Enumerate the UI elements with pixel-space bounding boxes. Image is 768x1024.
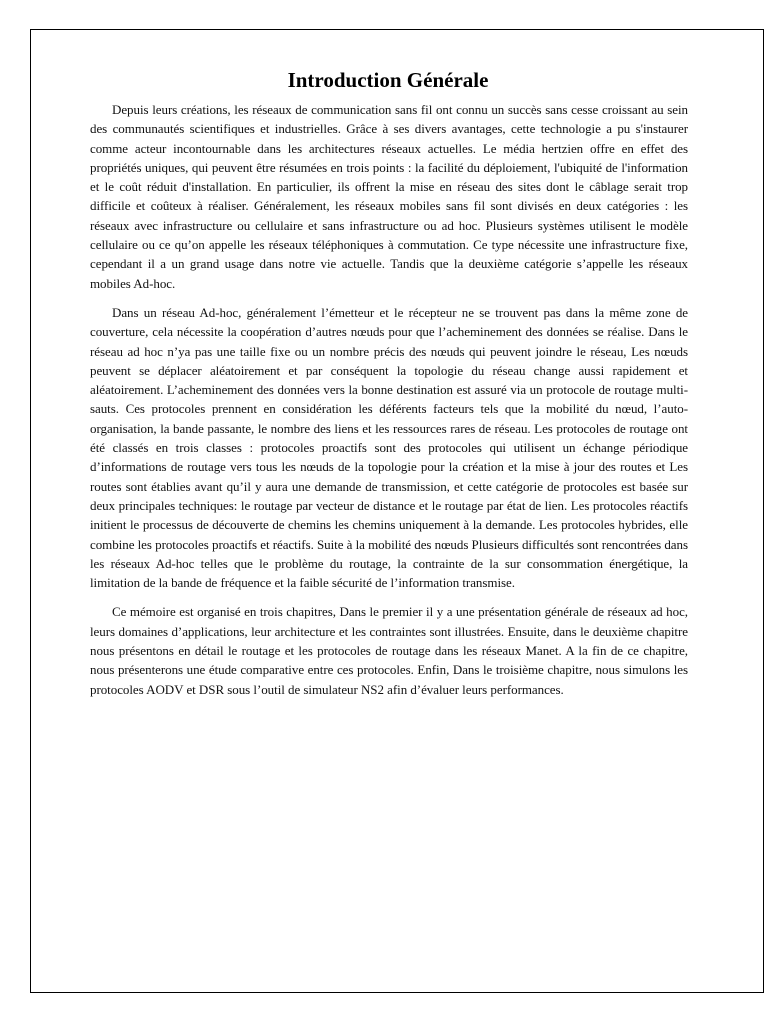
paragraph-introduction: Depuis leurs créations, les réseaux de communication sans fil ont connu un succès sans cesse croissant au sein des communautés scientifiques et industrielles. Grâce à ses divers avantages, cette technologie a pu s'instaurer comme acteur incontournable dans les architectures réseaux actuelles. Le média hertzien offre en effet des propriétés uniques, qui peuvent être résumées en trois points : la facilité du déploiement, l'ubiquité de l'information et le coût réduit d'installation. En particulier, ils offrent la mise en réseau des sites dont le câblage serait trop difficile et coûteux à réaliser. Généralement, les réseaux mobiles sans fil sont divisés en deux catégories : les réseaux avec infrastructure ou cellulaire et sans infrastructure ou ad hoc. Plusieurs systèmes utilisent le modèle cellulaire ou ce qu’on appelle les réseaux téléphoniques à commutation. Ce type nécessite une infrastructure fixe, cependant il a un grand usage dans notre vie actuelle. Tandis que la deuxième catégorie s’appelle les réseaux mobiles Ad-hoc. <box>90 102 688 291</box>
paragraph-thesis-outline: Ce mémoire est organisé en trois chapitres, Dans le premier il y a une présentation générale de réseaux ad hoc, leurs domaines d’applications, leur architecture et les contraintes sont illustrées. Ensuite, dans le deuxième chapitre nous présentons en détail le routage et les protocoles de routage dans les réseaux Manet. A la fin de ce chapitre, nous présenterons une étude comparative entre ces protocoles. Enfin, Dans le troisième chapitre, nous simulons les protocoles AODV et DSR sous l’outil de simulateur NS2 afin d’évaluer leurs performances. <box>90 604 688 697</box>
paragraph-adhoc-routing: Dans un réseau Ad-hoc, généralement l’émetteur et le récepteur ne se trouvent pas dans la même zone de couverture, cela nécessite la coopération d’autres nœuds pour que l’acheminement des données se réalise. Dans le réseau ad hoc n’ya pas une taille fixe ou un nombre précis des nœuds qui peuvent joindre le réseau, Les nœuds peuvent se déplacer aléatoirement et par conséquent la topologie du réseau change aussi rapidement et aléatoirement. L’acheminement des données vers la bonne destination est assuré via un protocole de routage multi-sauts. Ces protocoles prennent en considération les déférents facteurs tels que la mobilité du nœud, l’auto-organisation, la bande passante, le nombre des liens et les ressources rares de réseau. Les protocoles de routage ont été classés en trois classes : protocoles proactifs sont des protocoles qui utilisent un échange périodique d’informations de routage vers tous les nœuds de la topologie pour la création et la mise à jour des routes et Les routes sont établies avant qu’il y aura une demande de transmission, et cette catégorie de protocoles est basée sur deux principales techniques: le routage par vecteur de distance et le routage par état de lien. Les protocoles réactifs initient le processus de découverte de chemins les chemins uniquement à la demande. Les protocoles hybrides, elle combine les protocoles proactifs et réactifs. Suite à la mobilité des nœuds Plusieurs difficultés sont rencontrées dans les réseaux Ad-hoc telles que le problème du routage, la contrainte de la sur consommation énergétique, la limitation de la bande de fréquence et la faible sécurité de l’information transmise. <box>90 304 688 591</box>
document-body <box>90 100 688 709</box>
page-title: Introduction Générale <box>287 68 489 92</box>
